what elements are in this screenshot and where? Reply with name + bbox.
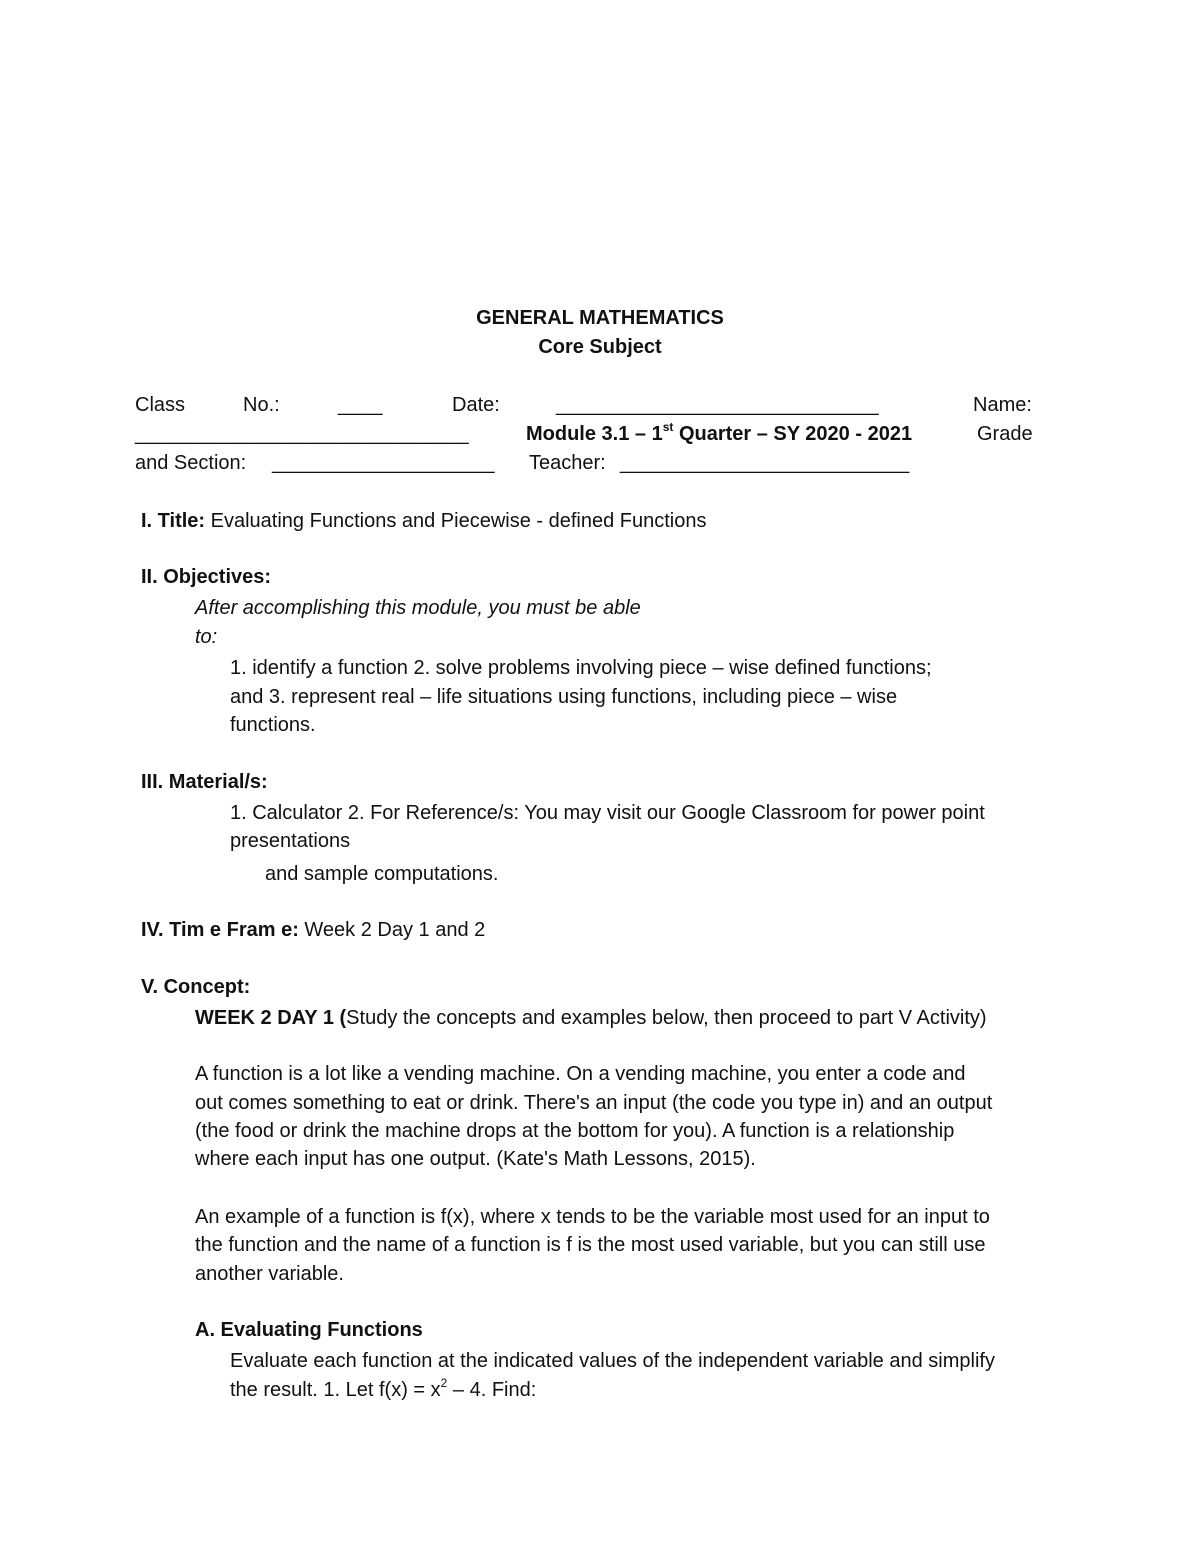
title-text: Evaluating Functions and Piecewise - defined Functions	[205, 510, 707, 532]
objectives-intro-2: to:	[195, 626, 218, 648]
week-text: Study the concepts and examples below, then proceed to part V Activity)	[346, 1007, 987, 1029]
module-suffix: Quarter – SY 2020 - 2021	[673, 423, 913, 445]
teacher-label: Teacher:	[529, 452, 606, 474]
time-frame-line	[141, 920, 485, 940]
module-prefix: Module 3.1 – 1	[526, 423, 663, 445]
section-a-line-2-suffix: – 4. Find:	[447, 1379, 537, 1401]
document-title: GENERAL MATHEMATICS	[476, 307, 724, 329]
concept-para1-line: (the food or drink the machine drops at the bottom for you). A function is a relationship	[195, 1120, 955, 1142]
no-blank: ____	[338, 394, 383, 416]
week-label: WEEK 2 DAY 1 (	[195, 1007, 347, 1029]
concept-para2-line: An example of a function is f(x), where x tends to be the variable most used for an input to	[195, 1206, 990, 1228]
module-superscript: st	[662, 420, 674, 434]
materials-line-2: presentations	[230, 830, 351, 852]
materials-line-3: and sample computations.	[265, 863, 499, 885]
section-label: and Section:	[135, 452, 247, 474]
class-label: Class	[135, 394, 186, 416]
grade-label: Grade	[977, 423, 1033, 445]
section-a-line-1: Evaluate each function at the indicated values of the independent variable and simplify	[230, 1350, 995, 1372]
time-frame-label: IV. Tim e Fram e:	[141, 919, 299, 941]
objectives-line-3: functions.	[230, 714, 316, 736]
section-a-line-2	[230, 1376, 537, 1401]
concept-para2-line: another variable.	[195, 1263, 344, 1285]
name-blank: ______________________________	[135, 423, 469, 445]
materials-heading: III. Material/s:	[141, 771, 268, 793]
date-label: Date:	[452, 394, 500, 416]
section-a-heading: A. Evaluating Functions	[195, 1319, 423, 1341]
concept-para2-line: the function and the name of a function is f is the most used variable, but you can still use	[195, 1234, 986, 1256]
materials-line-1: 1. Calculator 2. For Reference/s: You may visit our Google Classroom for power point	[230, 802, 985, 824]
teacher-blank: __________________________	[620, 452, 910, 474]
objectives-line-1: 1. identify a function 2. solve problems involving piece – wise defined functions;	[230, 657, 932, 679]
title-line	[141, 511, 707, 531]
objectives-line-2: and 3. represent real – life situations using functions, including piece – wise	[230, 686, 898, 708]
exponent: 2	[440, 1376, 448, 1390]
section-blank: ____________________	[272, 452, 495, 474]
name-label: Name:	[973, 394, 1032, 416]
section-a-line-2-prefix: the result. 1. Let f(x) = x	[230, 1379, 441, 1401]
title-label: I. Title:	[141, 510, 206, 532]
concept-para1-line: A function is a lot like a vending machine. On a vending machine, you enter a code and	[195, 1063, 966, 1085]
no-label: No.:	[243, 394, 280, 416]
concept-para1-line: where each input has one output. (Kate's Math Lessons, 2015).	[195, 1148, 756, 1170]
concept-heading: V. Concept:	[141, 976, 251, 998]
document-subtitle: Core Subject	[538, 336, 662, 358]
date-blank: _____________________________	[556, 394, 879, 416]
time-frame-text: Week 2 Day 1 and 2	[298, 919, 486, 941]
objectives-intro-1: After accomplishing this module, you must be able	[195, 597, 641, 619]
objectives-heading: II. Objectives:	[141, 566, 272, 588]
week-line	[195, 1008, 987, 1028]
concept-para1-line: out comes something to eat or drink. There's an input (the code you type in) and an output	[195, 1092, 993, 1114]
module-label	[526, 420, 913, 445]
